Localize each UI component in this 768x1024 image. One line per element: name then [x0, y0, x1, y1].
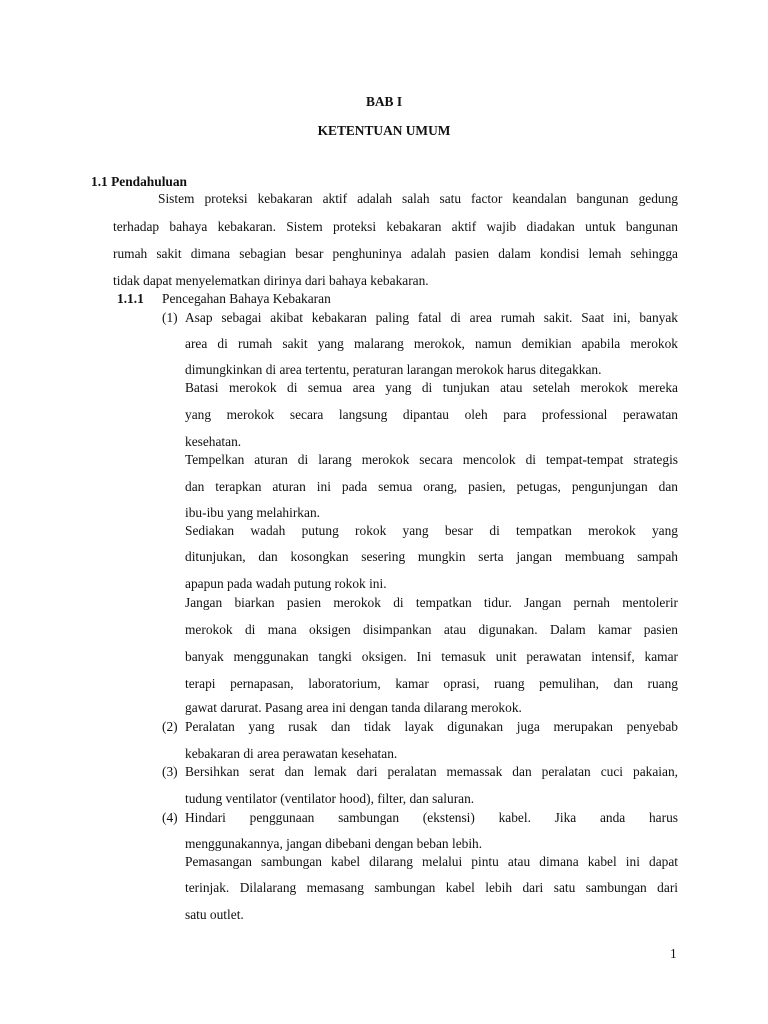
chapter-title: BAB I	[365, 94, 403, 109]
list-item-line: terinjak. Dilalarang memasang sambungan kabel lebih dari satu sambungan dari	[185, 880, 678, 895]
list-item-line: area di rumah sakit yang malarang merokok, namun demikian apabila merokok	[185, 336, 678, 351]
section-paragraph-line: terhadap bahaya kebakaran. Sistem proteksi kebakaran aktif wajib diadakan untuk bangunan	[113, 219, 678, 234]
list-item-marker: (3)	[162, 764, 178, 779]
list-item-line: dimungkinkan di area tertentu, peraturan larangan merokok harus ditegakkan.	[185, 362, 602, 377]
list-item-line: Batasi merokok di semua area yang di tunjukan atau setelah merokok mereka	[185, 380, 678, 395]
list-item-line: menggunakannya, jangan dibebani dengan beban lebih.	[185, 836, 483, 851]
list-item-line: ibu-ibu yang melahirkan.	[185, 505, 320, 520]
list-item-line: Hindari penggunaan sambungan (ekstensi) kabel. Jika anda harus	[185, 810, 678, 825]
section-paragraph-line: tidak dapat menyelematkan dirinya dari bahaya kebakaran.	[113, 273, 429, 288]
list-item-line: Tempelkan aturan di larang merokok secara mencolok di tempat-tempat strategis	[185, 452, 678, 467]
list-item-line: merokok di mana oksigen disimpankan atau digunakan. Dalam kamar pasien	[185, 622, 678, 637]
list-item-line: tudung ventilator (ventilator hood), filter, dan saluran.	[185, 791, 475, 806]
list-item-line: banyak menggunakan tangki oksigen. Ini temasuk unit perawatan intensif, kamar	[185, 649, 678, 664]
list-item-line: apapun pada wadah putung rokok ini.	[185, 576, 387, 591]
list-item-line: kesehatan.	[185, 434, 242, 449]
list-item-line: gawat darurat. Pasang area ini dengan tanda dilarang merokok.	[185, 700, 522, 715]
list-item-marker: (1)	[162, 310, 178, 325]
subsection-title: Pencegahan Bahaya Kebakaran	[162, 291, 331, 306]
section-paragraph-line: Sistem proteksi kebakaran aktif adalah salah satu factor keandalan bangunan gedung	[158, 191, 678, 206]
list-item-line: Pemasangan sambungan kabel dilarang melalui pintu atau dimana kabel ini dapat	[185, 854, 678, 869]
list-item-line: Sediakan wadah putung rokok yang besar di tempatkan merokok yang	[185, 523, 678, 538]
page-number: 1	[670, 946, 677, 961]
list-item-marker: (2)	[162, 719, 178, 734]
list-item-line: Peralatan yang rusak dan tidak layak digunakan juga merupakan penyebab	[185, 719, 678, 734]
chapter-subtitle: KETENTUAN UMUM	[317, 123, 451, 138]
list-item-marker: (4)	[162, 810, 178, 825]
list-item-line: yang merokok secara langsung dipantau oleh para professional perawatan	[185, 407, 678, 422]
list-item-line: terapi pernapasan, laboratorium, kamar oprasi, ruang pemulihan, dan ruang	[185, 676, 678, 691]
list-item-line: kebakaran di area perawatan kesehatan.	[185, 746, 398, 761]
list-item-line: ditunjukan, dan kosongkan sesering mungkin serta jangan membuang sampah	[185, 549, 678, 564]
section-heading: 1.1 Pendahuluan	[91, 174, 188, 189]
section-paragraph-line: rumah sakit dimana sebagian besar penghuninya adalah pasien dalam kondisi lemah sehingga	[113, 246, 678, 261]
list-item-line: Asap sebagai akibat kebakaran paling fatal di area rumah sakit. Saat ini, banyak	[185, 310, 678, 325]
list-item-line: Jangan biarkan pasien merokok di tempatkan tidur. Jangan pernah mentolerir	[185, 595, 678, 610]
list-item-line: Bersihkan serat dan lemak dari peralatan memassak dan peralatan cuci pakaian,	[185, 764, 678, 779]
list-item-line: dan terapkan aturan ini pada semua orang, pasien, petugas, pengunjungan dan	[185, 479, 678, 494]
list-item-line: satu outlet.	[185, 907, 244, 922]
subsection-number: 1.1.1	[117, 291, 144, 306]
